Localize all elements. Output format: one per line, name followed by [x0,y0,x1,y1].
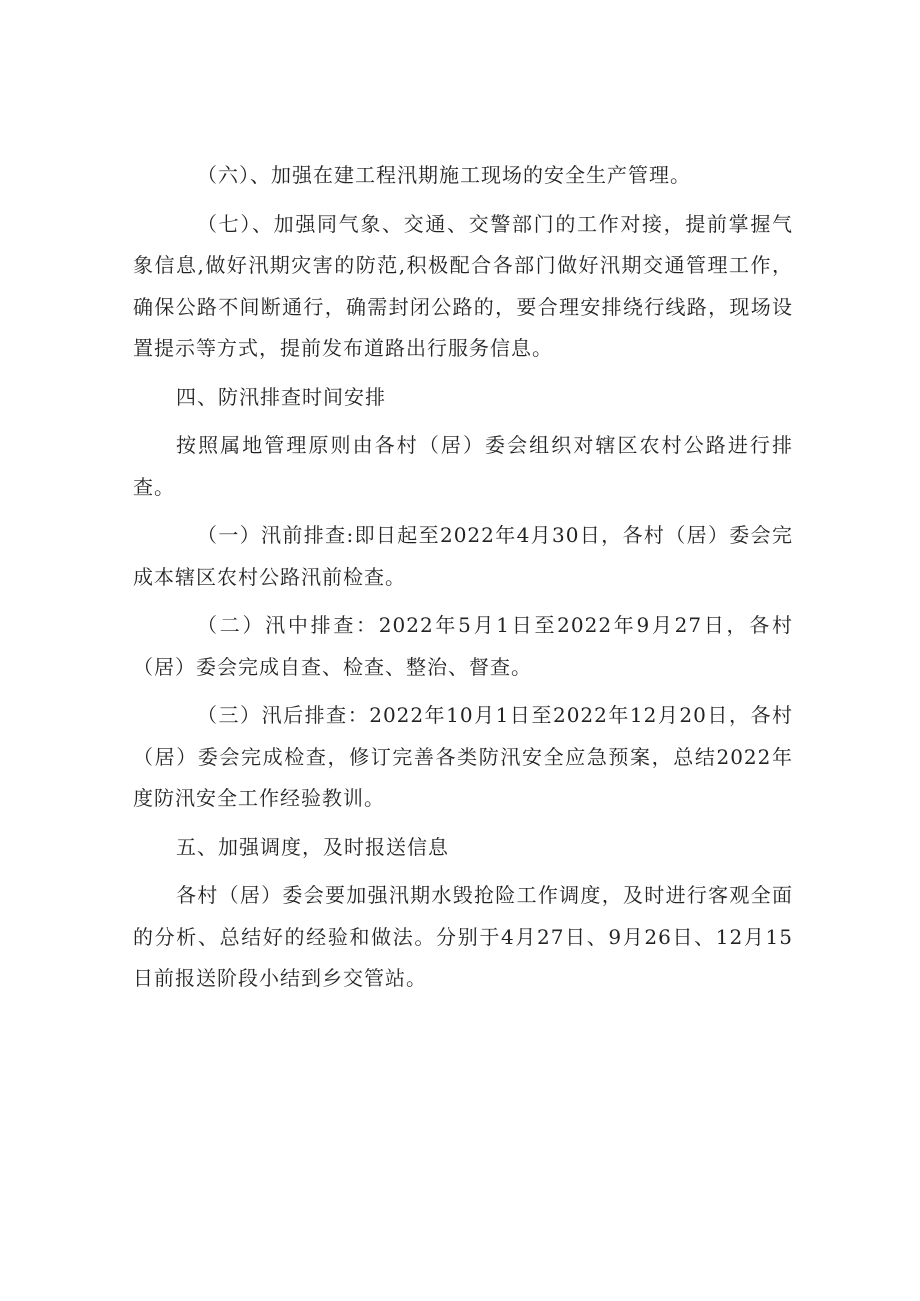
paragraph-post-flood-check: （三）汛后排查：2022年10月1日至2022年12月20日，各村（居）委会完成检查，修订完善各类防汛安全应急预案，总结2022年度防汛安全工作经验教训。 [133,703,793,810]
paragraph-item-7: （七）、加强同气象、交通、交警部门的工作对接，提前掌握气象信息,做好汛期灾害的防范,积极配合各部门做好汛期交通管理工作，确保公路不间断通行，确需封闭公路的，要合理安排绕行线路，现场设置提示等方式，提前发布道路出行服务信息。 [133,211,793,360]
section-heading-4: 四、防汛排查时间安排 [176,384,386,409]
paragraph-pre-flood-check: （一）汛前排查:即日起至2022年4月30日，各村（居）委会完成本辖区农村公路汛前检查。 [133,523,793,589]
section-heading-5: 五、加强调度，及时报送信息 [176,834,449,859]
paragraph-mid-flood-check: （二）汛中排查：2022年5月1日至2022年9月27日，各村（居）委会完成自查、检查、整治、督查。 [133,613,793,679]
paragraph-item-6: （六）、加强在建工程汛期施工现场的安全生产管理。 [197,163,691,187]
document-body [133,155,793,1007]
paragraph-principle: 按照属地管理原则由各村（居）委会组织对辖区农村公路进行排查。 [133,433,793,499]
paragraph-reporting: 各村（居）委会要加强汛期水毁抢险工作调度，及时进行客观全面的分析、总结好的经验和做法。分别于4月27日、9月26日、12月15日前报送阶段小结到乡交管站。 [133,883,793,990]
